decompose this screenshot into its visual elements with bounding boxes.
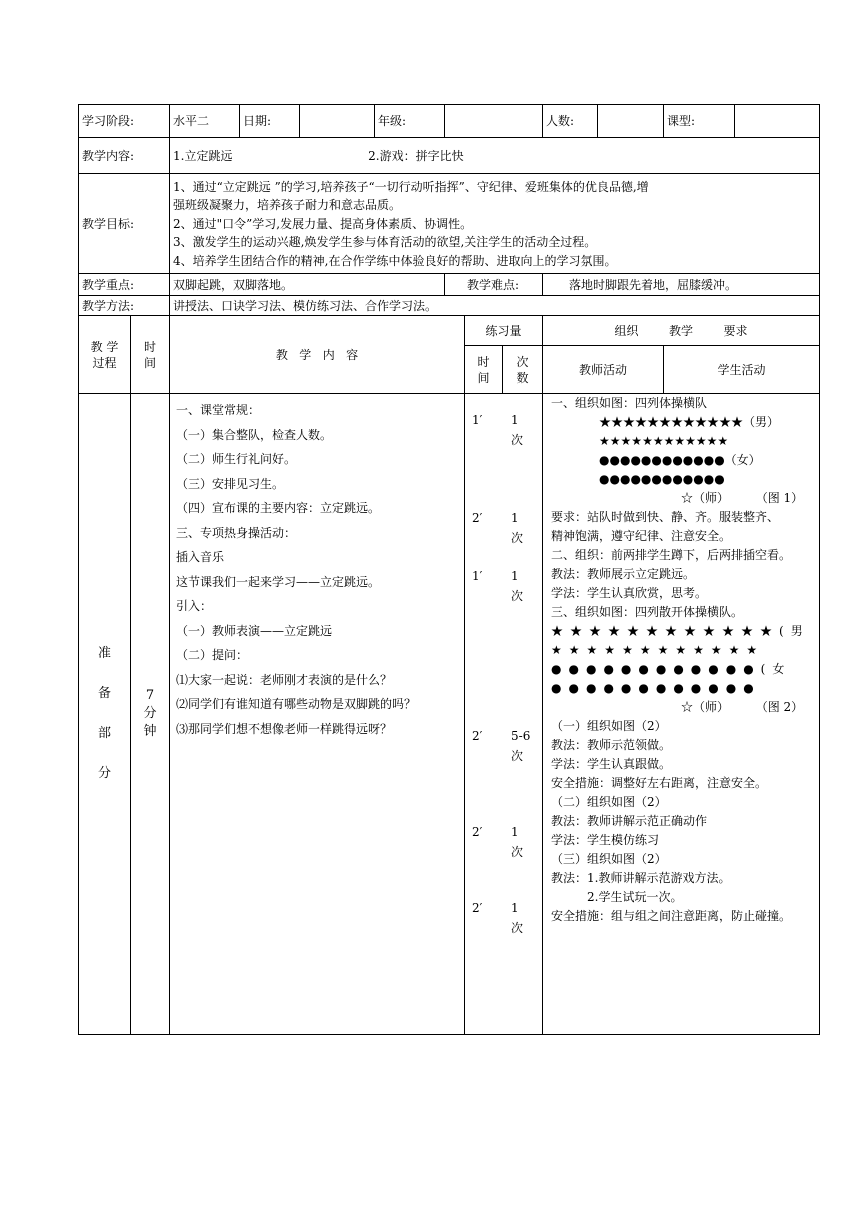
type-label: 课型: bbox=[664, 105, 735, 138]
process-heading: 教 学 过程 bbox=[79, 316, 131, 394]
type-value bbox=[735, 105, 820, 138]
practice-count: 1 次 bbox=[511, 825, 524, 859]
org-line: 安全措施：组与组之间注意距离，防止碰撞。 bbox=[551, 909, 792, 923]
org-line: （三）组织如图（2） bbox=[551, 852, 667, 866]
practice-count: 5-6 次 bbox=[511, 729, 531, 763]
date-value bbox=[300, 105, 375, 138]
practice-count: 1 次 bbox=[511, 901, 524, 935]
practice-heading: 练习量 bbox=[465, 316, 543, 346]
content-line: 插入音乐 bbox=[176, 550, 225, 564]
content-item-1: 1.立定跳远 bbox=[173, 148, 233, 163]
content-line: （一）教师表演——立定跳远 bbox=[176, 623, 333, 638]
content-heading: 教 学 内 容 bbox=[170, 316, 465, 394]
teacher-activity-heading: 教师活动 bbox=[543, 346, 664, 394]
practice-time: 2′ bbox=[472, 729, 483, 743]
practice-list bbox=[465, 394, 542, 1034]
lesson-plan-page bbox=[78, 104, 819, 1035]
practice-time: 2′ bbox=[472, 825, 483, 839]
stage-value: 水平二 bbox=[170, 105, 240, 138]
content-line: ⑶那同学们想不想像老师一样跳得远呀？ bbox=[176, 721, 393, 736]
count-label: 人数: bbox=[543, 105, 598, 138]
practice-count: 1 次 bbox=[511, 569, 524, 603]
lesson-plan-table bbox=[78, 104, 820, 1035]
table-head-row bbox=[79, 316, 820, 346]
org-line: 安全措施：调整好左右距离，注意安全。 bbox=[551, 776, 768, 790]
formation-spread-boys-2: ★★★★★★★★★★★★ bbox=[551, 643, 765, 657]
formation-spread-girls-2: ●●●●●●●●●●●● bbox=[551, 681, 761, 695]
content-label: 教学内容: bbox=[79, 138, 170, 174]
org-line: 教法：教师展示立定跳远。 bbox=[551, 567, 696, 581]
difficulty-value: 落地时脚跟先着地，屈膝缓冲。 bbox=[543, 274, 820, 296]
formation-girls-2: ●●●●●●●●●●●● bbox=[599, 472, 725, 486]
lesson-content-cell bbox=[170, 394, 465, 1035]
org-line: 学法：学生认真欣赏，思考。 bbox=[551, 586, 708, 600]
organization-cell bbox=[543, 394, 820, 1035]
goal-line: 强班级凝聚力，培养孩子耐力和意志品质。 bbox=[173, 198, 402, 213]
goals-text bbox=[170, 174, 820, 274]
method-row bbox=[79, 296, 820, 316]
formation-boys-2: ★★★★★★★★★★★★ bbox=[599, 434, 729, 448]
difficulty-label: 教学难点: bbox=[445, 274, 543, 296]
org-line: 教法：教师讲解示范正确动作 bbox=[551, 814, 708, 828]
content-row bbox=[79, 138, 820, 174]
practice-cell bbox=[465, 394, 543, 1035]
figure-2-caption: ☆（师） （图 2） bbox=[681, 700, 804, 714]
content-line: （一）集合整队，检查人数。 bbox=[176, 427, 333, 442]
process-char: 部 bbox=[97, 726, 111, 741]
content-line: 一、课堂常规： bbox=[176, 403, 261, 417]
goal-line: 4、培养学生团结合作的精神,在合作学练中体验良好的帮助、进取向上的学习氛围。 bbox=[173, 253, 617, 268]
goal-line: 3、激发学生的运动兴趣,焕发学生参与体育活动的欲望,关注学生的活动全过程。 bbox=[173, 235, 597, 250]
org-line: 三、组织如图：四列散开体操横队。 bbox=[551, 605, 744, 619]
formation-boys-1: ★★★★★★★★★★★★（男） bbox=[599, 415, 780, 429]
content-line: （二）师生行礼问好。 bbox=[176, 452, 297, 466]
process-char: 备 bbox=[97, 686, 111, 701]
practice-count-heading: 次 数 bbox=[503, 346, 543, 394]
org-line: （一）组织如图（2） bbox=[551, 719, 667, 733]
method-value: 讲授法、口诀学习法、模仿练习法、合作学习法。 bbox=[170, 296, 820, 316]
formation-spread-boys-1: ★★★★★★★★★★★★(男 bbox=[551, 624, 810, 638]
practice-count: 1 次 bbox=[511, 511, 524, 545]
header-row bbox=[79, 105, 820, 138]
process-name-cell bbox=[79, 394, 131, 1035]
org-line: 教法：教师示范领做。 bbox=[551, 738, 672, 752]
count-value bbox=[598, 105, 664, 138]
content-item-2: 2.游戏：拼字比快 bbox=[368, 148, 464, 163]
time-heading: 时 间 bbox=[131, 316, 170, 394]
practice-time-heading: 时 间 bbox=[465, 346, 503, 394]
org-line: 2.学生试玩一次。 bbox=[587, 890, 683, 904]
figure-1-caption: ☆（师） （图 1） bbox=[681, 491, 804, 505]
org-heading: 组织 教学 要求 bbox=[543, 316, 820, 346]
goal-line: 2、通过"口令”学习,发展力量、提高身体素质、协调性。 bbox=[173, 216, 473, 231]
goals-row bbox=[79, 174, 820, 274]
goals-label: 教学目标: bbox=[79, 174, 170, 274]
method-label: 教学方法: bbox=[79, 296, 170, 316]
goal-line: 1、通过“立定跳远 ”的学习,培养孩子“一切行动听指挥”、守纪律、爱班集体的优良品德,增 bbox=[173, 179, 649, 194]
content-line: 引入： bbox=[176, 599, 213, 613]
formation-spread-girls-1: ●●●●●●●●●●●●(女 bbox=[551, 662, 792, 676]
practice-time: 1′ bbox=[472, 569, 483, 583]
duration-cell: 7 分 钟 bbox=[131, 394, 170, 1035]
org-line: 要求：站队时做到快、静、齐。服装整齐、 bbox=[551, 510, 780, 524]
practice-time: 1′ bbox=[472, 413, 483, 427]
body-row bbox=[79, 394, 820, 1035]
key-value: 双脚起跳，双脚落地。 bbox=[170, 274, 445, 296]
grade-value bbox=[445, 105, 543, 138]
key-row bbox=[79, 274, 820, 296]
org-line: 学法：学生认真跟做。 bbox=[551, 757, 672, 771]
key-label: 教学重点: bbox=[79, 274, 170, 296]
stage-label: 学习阶段: bbox=[79, 105, 170, 138]
content-line: 这节课我们一起来学习——立定跳远。 bbox=[176, 574, 381, 589]
content-line: （四）宣布课的主要内容：立定跳远。 bbox=[176, 501, 381, 515]
practice-time: 2′ bbox=[472, 901, 483, 915]
student-activity-heading: 学生活动 bbox=[664, 346, 820, 394]
practice-time: 2′ bbox=[472, 511, 483, 525]
org-line: 教法：1.教师讲解示范游戏方法。 bbox=[551, 871, 731, 885]
content-line: 三、专项热身操活动： bbox=[176, 525, 297, 540]
org-line: （二）组织如图（2） bbox=[551, 795, 667, 809]
content-line: ⑴大家一起说：老师刚才表演的是什么？ bbox=[176, 672, 393, 687]
org-line: 二、组织：前两排学生蹲下，后两排插空看。 bbox=[551, 548, 792, 562]
formation-girls-1: ●●●●●●●●●●●●（女） bbox=[599, 453, 761, 467]
process-char: 准 bbox=[97, 646, 111, 661]
content-line: （三）安排见习生。 bbox=[176, 476, 285, 491]
content-value bbox=[170, 138, 820, 174]
grade-label: 年级: bbox=[375, 105, 445, 138]
process-char: 分 bbox=[97, 766, 111, 781]
org-line: 一、组织如图：四列体操横队 bbox=[551, 396, 708, 410]
content-line: ⑵同学们有谁知道有哪些动物是双脚跳的吗？ bbox=[176, 697, 417, 711]
org-line: 精神饱满，遵守纪律、注意安全。 bbox=[551, 529, 732, 543]
org-line: 学法：学生模仿练习 bbox=[551, 833, 660, 847]
date-label: 日期: bbox=[240, 105, 300, 138]
content-line: （二）提问： bbox=[176, 648, 249, 662]
practice-count: 1 次 bbox=[511, 413, 524, 447]
